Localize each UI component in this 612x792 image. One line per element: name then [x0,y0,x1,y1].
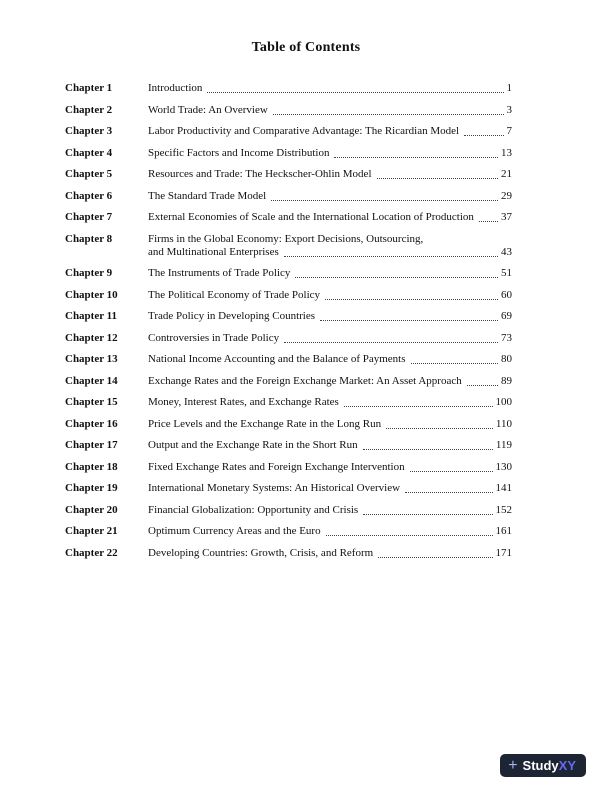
entry-body [148,104,512,117]
toc-entry [65,504,512,517]
entry-title: Fixed Exchange Rates and Foreign Exchange Intervention [148,460,405,473]
entry-page: 21 [501,168,512,180]
entry-page: 141 [495,482,512,494]
entry-body [148,147,512,160]
entry-title-line [148,332,512,345]
entry-title-line [148,267,512,280]
chapter-label: Chapter 6 [65,189,113,202]
entry-page: 80 [501,353,512,365]
entry-body [148,211,512,224]
entry-title-line [148,504,512,517]
studyxy-logo [500,754,586,777]
entry-title-line [148,310,512,323]
toc-entry [65,125,512,138]
entry-title-line [148,104,512,117]
chapter-label: Chapter 12 [65,331,118,344]
chapter-label: Chapter 5 [65,168,113,180]
entry-title: Developing Countries: Growth, Crisis, and Reform [148,546,374,559]
dot-leader [386,428,493,429]
dot-leader [320,320,498,321]
entry-body [148,310,512,323]
toc-entry [65,233,512,259]
entry-page: 1 [506,82,512,94]
entry-page: 51 [501,267,512,279]
entry-body [148,267,512,280]
dot-leader [273,114,504,115]
entry-body [148,289,512,302]
chapter-label: Chapter 4 [65,146,113,159]
toc-entry [65,168,512,181]
entry-title-line [148,190,512,203]
entry-page: 119 [495,439,512,451]
toc-entry [65,418,512,431]
chapter-label: Chapter 7 [65,211,113,223]
dot-leader [284,342,498,343]
entry-title-line [148,353,512,366]
toc-entry [65,375,512,388]
toc-entry [65,482,512,495]
entry-title-line [148,547,512,560]
entry-page: 37 [501,211,512,223]
entry-title: and Multinational Enterprises [148,245,279,258]
entry-title: Financial Globalization: Opportunity and Crisis [148,503,359,516]
entry-page: 13 [501,146,512,159]
entry-title-line [148,418,512,431]
toc-entry [65,82,512,95]
toc-entry [65,525,512,538]
entry-page: 110 [495,417,512,430]
chapter-label: Chapter 18 [65,460,118,473]
chapter-label: Chapter 14 [65,374,118,387]
entry-title-line [148,246,512,259]
entry-title: World Trade: An Overview [148,103,268,116]
entry-page: 69 [501,310,512,322]
entry-body [148,375,512,388]
entry-title: Introduction [148,82,203,94]
dot-leader [295,277,498,278]
entry-body [148,396,512,409]
entry-page: 73 [501,331,512,344]
entry-title-line [148,375,512,388]
entry-title: Optimum Currency Areas and the Euro [148,525,321,537]
dot-leader [344,406,493,407]
entry-body [148,504,512,517]
entry-page: 43 [501,245,512,258]
dot-leader [405,492,492,493]
entry-page: 60 [501,288,512,301]
entry-title-line [148,147,512,160]
toc-entry [65,332,512,345]
toc-entry [65,461,512,474]
entry-title-line [148,525,512,538]
dot-leader [377,178,499,179]
entry-title: Trade Policy in Developing Countries [148,310,316,322]
page-title: Table of Contents [251,40,361,55]
entry-title: Output and the Exchange Rate in the Short Run [148,439,358,451]
entry-title: The Political Economy of Trade Policy [148,288,321,301]
entry-title-line [148,211,512,224]
toc-list [65,82,512,560]
entry-title-line [148,482,512,495]
dot-leader [363,449,493,450]
entry-page: 3 [506,103,512,116]
toc-entry [65,289,512,302]
entry-page: 130 [495,460,512,473]
dot-leader [326,535,493,536]
chapter-label: Chapter 9 [65,267,113,279]
chapter-label: Chapter 17 [65,439,118,451]
chapter-label: Chapter 21 [65,525,118,537]
entry-page: 161 [495,525,512,537]
entry-title: Specific Factors and Income Distribution [148,146,330,159]
entry-body [148,547,512,560]
toc-entry [65,147,512,160]
dot-leader [378,557,492,558]
entry-body [148,525,512,538]
entry-page: 7 [506,125,512,137]
entry-title: Price Levels and the Exchange Rate in the Long Run [148,417,382,430]
chapter-label: Chapter 22 [65,546,118,559]
chapter-label: Chapter 3 [65,125,113,137]
dot-leader [363,514,492,515]
dot-leader [284,256,498,257]
toc-entry [65,211,512,224]
entry-title: The Instruments of Trade Policy [148,267,291,279]
dot-leader [271,200,498,201]
entry-title: Exchange Rates and the Foreign Exchange Market: An Asset Approach [148,374,462,387]
entry-title-line [148,396,512,409]
entry-body [148,233,512,259]
entry-body [148,332,512,345]
entry-title-line [148,168,512,181]
toc-entry [65,547,512,560]
dot-leader [467,385,498,386]
dot-leader [334,157,498,158]
entry-title: Resources and Trade: The Heckscher-Ohlin Model [148,168,372,180]
chapter-label: Chapter 13 [65,353,118,365]
entry-page: 89 [501,374,512,387]
toc-entry [65,439,512,452]
entry-title-line1: Firms in the Global Economy: Export Decisions, Outsourcing, [148,232,424,245]
chapter-label: Chapter 10 [65,288,118,301]
entry-body [148,190,512,203]
toc-entry [65,396,512,409]
logo-text-study: Study [522,758,559,773]
logo-text-xy: XY [558,758,576,773]
entry-body [148,461,512,474]
entry-title: International Monetary Systems: An Historical Overview [148,482,401,494]
chapter-label: Chapter 11 [65,310,118,322]
dot-leader [479,221,498,222]
entry-body [148,353,512,366]
dot-leader [464,135,503,136]
dot-leader [410,471,493,472]
chapter-label: Chapter 2 [65,103,113,116]
entry-page: 29 [501,189,512,202]
entry-body [148,125,512,138]
entry-title: Labor Productivity and Comparative Advantage: The Ricardian Model [148,125,460,137]
entry-page: 100 [495,396,512,408]
entry-title: Money, Interest Rates, and Exchange Rates [148,396,339,408]
entry-title: Controversies in Trade Policy [148,331,280,344]
chapter-label: Chapter 15 [65,396,118,408]
entry-title-line [148,461,512,474]
entry-body [148,418,512,431]
entry-body [148,439,512,452]
entry-title: The Standard Trade Model [148,189,267,202]
entry-title-line [148,125,512,138]
chapter-label: Chapter 1 [65,82,113,94]
dot-leader [325,299,498,300]
entry-body [148,168,512,181]
entry-title-line [148,289,512,302]
toc-entry [65,310,512,323]
chapter-label: Chapter 16 [65,417,118,430]
dot-leader [411,363,498,364]
dot-leader [207,92,503,93]
entry-body [148,482,512,495]
entry-page: 152 [495,503,512,516]
toc-entry [65,190,512,203]
entry-page: 171 [495,546,512,559]
entry-title-line [148,82,512,95]
entry-title-line [148,439,512,452]
toc-entry [65,104,512,117]
toc-entry [65,267,512,280]
plus-icon: + [508,756,518,774]
chapter-label: Chapter 8 [65,232,113,245]
chapter-label: Chapter 20 [65,503,118,516]
toc-entry [65,353,512,366]
entry-title: External Economies of Scale and the International Location of Production [148,211,474,223]
entry-body [148,82,512,95]
chapter-label: Chapter 19 [65,482,118,494]
entry-title: National Income Accounting and the Balance of Payments [148,353,406,365]
